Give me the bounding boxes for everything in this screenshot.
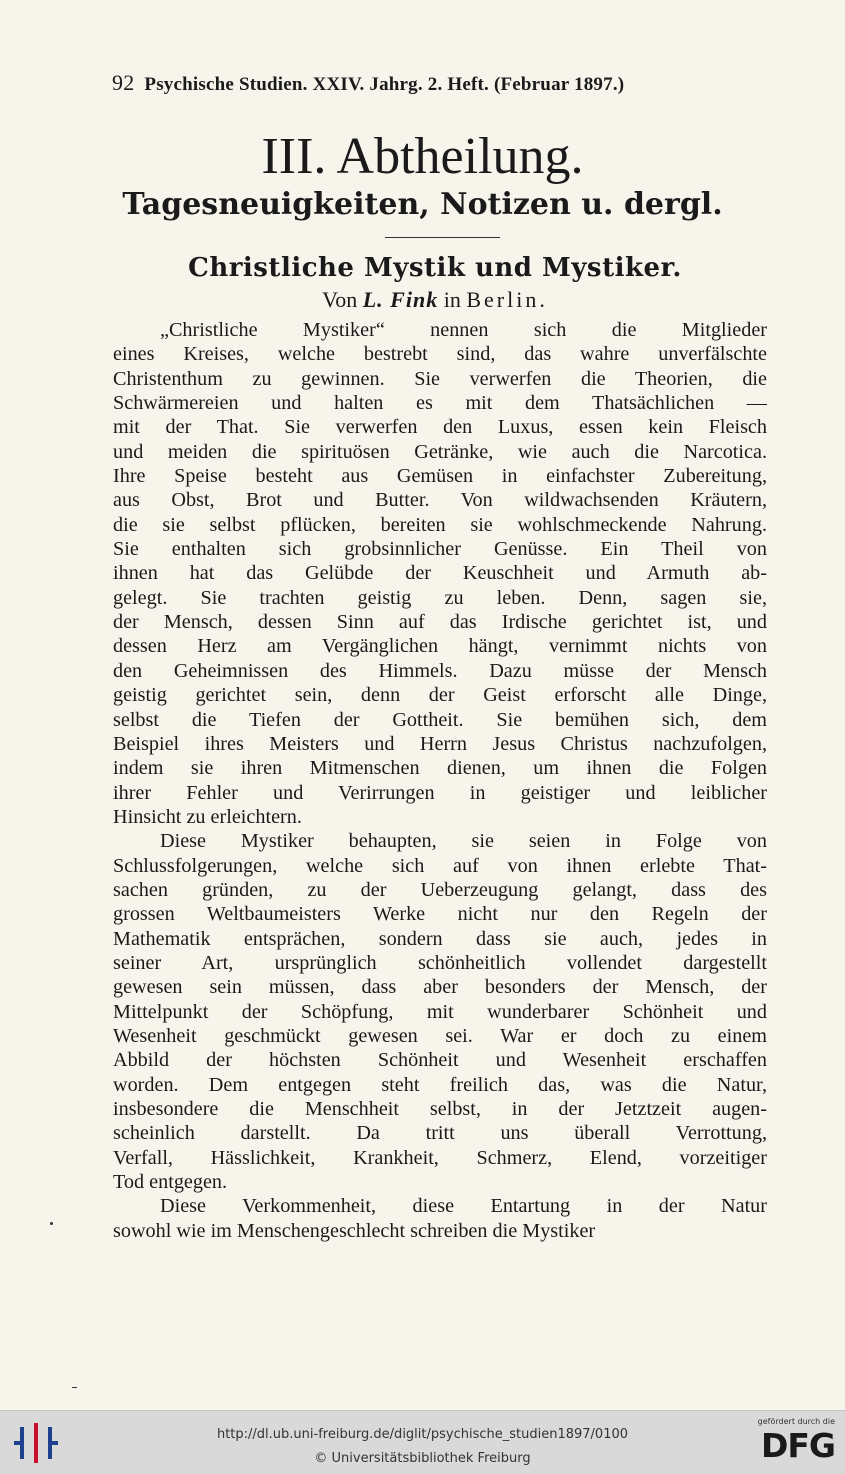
text-line: ihnen hat das Gelübde der Keuschheit und Armuth ab- xyxy=(113,562,767,585)
text-line: „Christliche Mystiker“ nennen sich die Mitglieder xyxy=(160,319,767,341)
text-line: indem sie ihren Mitmenschen dienen, um ihnen die Folgen xyxy=(113,757,767,780)
text-line: geistig gerichtet sein, denn der Geist erforscht alle Dinge, xyxy=(113,684,767,707)
text-line: selbst die Tiefen der Gottheit. Sie bemühen sich, dem xyxy=(113,708,767,731)
text-line: gewesen sein müssen, dass aber besonders der Mensch, der xyxy=(113,976,767,999)
text-line: Mittelpunkt der Schöpfung, mit wunderbarer Schönheit und xyxy=(113,1000,767,1023)
text-line: eines Kreises, welche bestrebt sind, das wahre unverfälschte xyxy=(113,343,767,366)
text-line: der Mensch, dessen Sinn auf das Irdische gerichtet ist, und xyxy=(113,611,767,634)
byline-prefix: Von xyxy=(322,287,358,312)
viewer-footer xyxy=(0,1410,845,1474)
text-line: Verfall, Hässlichkeit, Krankheit, Schmerz, Elend, vorzeitiger xyxy=(113,1146,767,1169)
text-line: sachen gründen, zu der Ueberzeugung gelangt, dass des xyxy=(113,878,767,901)
text-line: seiner Art, ursprünglich schönheitlich vollendet dargestellt xyxy=(113,951,767,974)
text-line: gelegt. Sie trachten geistig zu leben. Denn, sagen sie, xyxy=(113,586,767,609)
text-line: sowohl wie im Menschengeschlecht schreiben die Mystiker xyxy=(113,1219,596,1242)
text-line: Wesenheit geschmückt gewesen sei. War er doch zu einem xyxy=(113,1024,767,1047)
text-line: Schlussfolgerungen, welche sich auf von ihnen erlebte That- xyxy=(113,854,767,877)
byline-connector: in xyxy=(443,287,461,312)
copyright-notice: © Universitätsbibliothek Freiburg xyxy=(314,1451,531,1466)
text-line: Ihre Speise besteht aus Gemüsen in einfachster Zubereitung, xyxy=(113,465,767,488)
text-line: den Geheimnissen des Himmels. Dazu müsse der Mensch xyxy=(113,659,767,682)
article-body xyxy=(113,318,767,1243)
author-place: Berlin. xyxy=(466,287,548,312)
page-number: 92 xyxy=(112,70,135,95)
text-line: Schwärmereien und halten es mit dem Thatsächlichen — xyxy=(113,392,767,415)
text-line: Hinsicht zu erleichtern. xyxy=(113,805,302,828)
text-line: Diese Mystiker behaupten, sie seien in Folge von xyxy=(160,830,767,853)
title-divider xyxy=(385,237,500,238)
text-line: Sie enthalten sich grobsinnlicher Genüsse. Ein Theil von xyxy=(113,538,767,561)
byline xyxy=(0,285,845,315)
section-subtitle: Tagesneuigkeiten, Notizen u. dergl. xyxy=(122,187,723,222)
text-line: insbesondere die Menschheit selbst, in der Jetztzeit augen- xyxy=(113,1098,767,1120)
permalink[interactable]: http://dl.ub.uni-freiburg.de/diglit/psychische_studien1897/0100 xyxy=(216,1427,629,1442)
text-line: grossen Weltbaumeisters Werke nicht nur den Regeln der xyxy=(113,903,767,926)
text-line: mit der That. Sie verwerfen den Luxus, essen kein Fleisch xyxy=(113,416,767,439)
section-title: III. Abtheilung. xyxy=(261,128,584,185)
text-line: Christenthum zu gewinnen. Sie verwerfen die Theorien, die xyxy=(113,367,767,390)
article-title: Christliche Mystik und Mystiker. xyxy=(188,253,682,283)
text-line: Beispiel ihres Meisters und Herrn Jesus Christus nachzufolgen, xyxy=(113,732,767,755)
text-line: die sie selbst pflücken, bereiten sie wohlschmeckende Nahrung. xyxy=(113,513,767,536)
author-name: L. Fink xyxy=(362,287,439,312)
text-line: Diese Verkommenheit, diese Entartung in der Natur xyxy=(160,1195,767,1218)
text-line: aus Obst, Brot und Butter. Von wildwachsenden Kräutern, xyxy=(113,489,767,512)
margin-mark xyxy=(72,1387,77,1388)
funder-tagline: gefördert durch die xyxy=(757,1417,835,1426)
dfg-logo: DFG xyxy=(760,1426,835,1465)
text-line: Mathematik entsprächen, sondern dass sie auch, jedes in xyxy=(113,927,767,950)
text-line: Abbild der höchsten Schönheit und Wesenheit erschaffen xyxy=(113,1049,767,1072)
text-line: worden. Dem entgegen steht freilich das, was die Natur, xyxy=(113,1073,767,1096)
text-line: und meiden die spirituösen Getränke, wie auch die Narcotica. xyxy=(113,440,767,463)
margin-mark xyxy=(50,1222,53,1225)
journal-header: Psychische Studien. XXIV. Jahrg. 2. Heft. (Februar 1897.) xyxy=(144,74,625,95)
text-line: Tod entgegen. xyxy=(113,1171,228,1194)
text-line: scheinlich darstellt. Da tritt uns überall Verrottung, xyxy=(113,1122,767,1145)
text-line: dessen Herz am Vergänglichen hängt, vernimmt nichts von xyxy=(113,635,767,658)
running-head xyxy=(112,70,767,96)
text-line: ihrer Fehler und Verirrungen in geistiger und leiblicher xyxy=(113,781,767,804)
